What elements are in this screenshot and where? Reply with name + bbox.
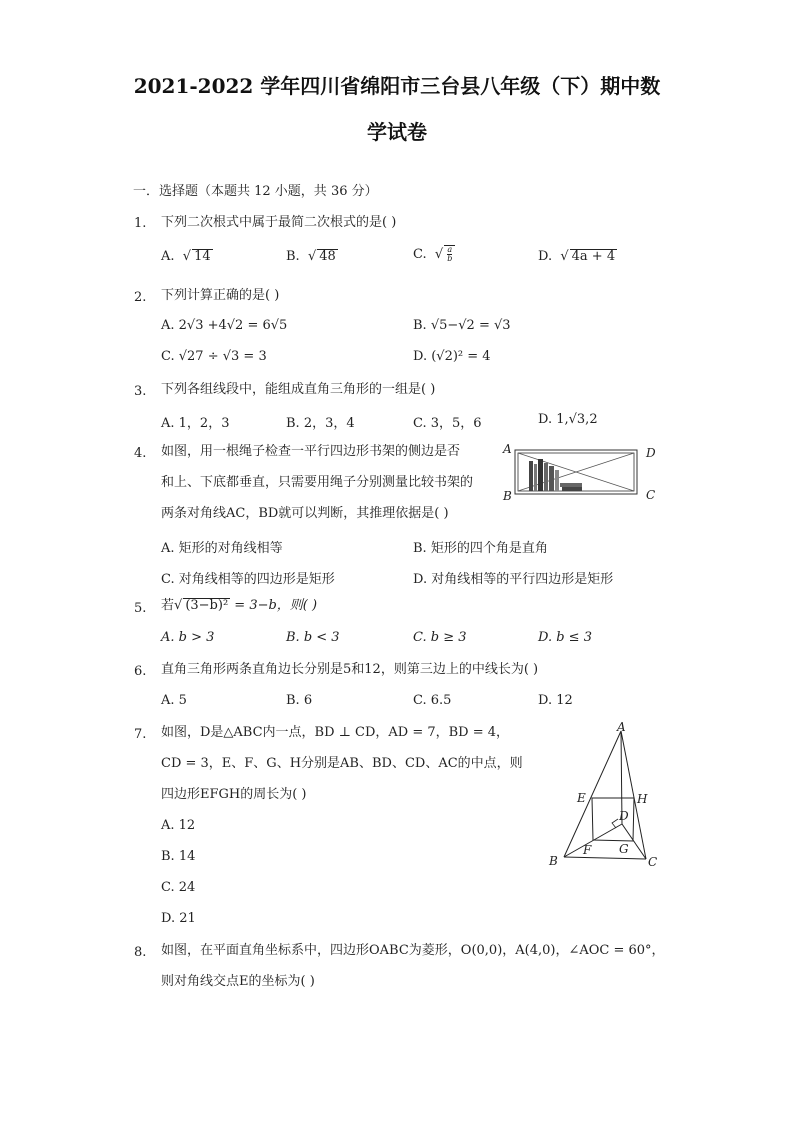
option-c: C. b ≥ 3 [413,630,467,645]
option-d: D. 12 [538,693,573,708]
option-d [538,249,617,264]
radical-sign: √ [178,249,192,264]
section-heading: 一．选择题（本题共 12 小题，共 36 分） [133,184,378,199]
page-title-line2: 学试卷 [367,120,427,144]
page-title-line1: 2021-2022 学年四川省绵阳市三台县八年级（下）期中数 [133,74,661,98]
option-c: C. 对角线相等的四边形是矩形 [161,572,335,587]
question-stem-line: 如图，在平面直角坐标系中，四边形OABC为菱形，O(0,0)，A(4,0)，∠AOC = 60°， [161,943,665,958]
option-a: A. 矩形的对角线相等 [161,541,283,556]
option-c: C. 3，5，6 [413,416,482,431]
bookshelf-figure [500,440,665,506]
label-h: H [637,792,648,806]
option-a [161,249,213,264]
option-b [286,249,338,264]
question-number: 8. [134,945,147,960]
question-stem-line: 则对角线交点E的坐标为( ) [161,974,315,989]
option-b: B. 6 [286,693,313,708]
question-stem-line: CD = 3，E、F、G、H分别是AB、BD、CD、AC的中点，则 [161,756,523,771]
radical-sign: √ [303,249,317,264]
option-c: C. 6.5 [413,693,452,708]
option-b: B. b < 3 [286,630,340,645]
side-bc [564,857,646,859]
stem-suffix: = 3−b，则( ) [230,598,318,613]
label-e: E [577,791,586,805]
option-a: A. b > 3 [161,630,215,645]
question-stem-line: 如图，D是△ABC内一点，BD ⊥ CD，AD = 7，BD = 4， [161,725,510,740]
label-g: G [619,842,629,856]
fraction-denominator: b [447,254,453,263]
option-d: D. 21 [161,911,196,926]
option-d: D. 对角线相等的平行四边形是矩形 [413,572,614,587]
label-c: C [648,855,658,869]
question-stem-line: 两条对角线AC，BD就可以判断，其推理依据是( ) [161,506,449,521]
question-stem [161,597,317,615]
option-b: B. √5−√2 = √3 [413,318,511,333]
option-label: C. [413,247,427,262]
option-d: D. 1,√3,2 [538,412,598,427]
option-c: C. 24 [161,880,196,895]
option-b: B. 2，3，4 [286,416,355,431]
question-stem-line: 四边形EFGH的周长为( ) [161,787,307,802]
option-c: C. √27 ÷ √3 = 3 [161,349,267,364]
question-number: 1. [134,216,147,231]
question-number: 4. [134,446,147,461]
label-f: F [583,843,592,857]
fraction-numerator: a [447,245,453,254]
radical-sign: √ [174,598,183,613]
option-d: D. (√2)² = 4 [413,349,491,364]
option-label: B. [286,249,300,264]
radical-sign: √ [430,247,444,262]
label-b: B [549,854,558,868]
question-number: 5. [134,601,147,616]
label-c: C [646,488,656,502]
question-stem: 下列计算正确的是( ) [161,288,280,303]
question-number: 7. [134,727,147,742]
label-b: B [503,489,512,503]
label-d: D [619,809,629,823]
option-b: B. 14 [161,849,196,864]
radicand: (3−b)² [185,598,229,613]
radicand: 14 [194,249,211,264]
option-a: A. 12 [161,818,196,833]
question-stem: 下列二次根式中属于最简二次根式的是( ) [161,215,397,230]
books-icon [529,459,582,491]
radicand: 4a + 4 [571,249,616,264]
question-stem-line: 和上、下底都垂直，只需要用绳子分别测量比较书架的 [161,475,474,490]
question-number: 6. [134,664,147,679]
option-label: A. [161,249,175,264]
option-a: A. 2√3 +4√2 = 6√5 [161,318,288,333]
label-d: D [646,446,656,460]
question-stem: 直角三角形两条直角边长分别是5和12，则第三边上的中线长为( ) [161,662,539,677]
option-d: D. b ≤ 3 [538,630,592,645]
option-a: A. 5 [161,693,187,708]
option-label: D. [538,249,553,264]
question-stem: 下列各组线段中，能组成直角三角形的一组是( ) [161,382,436,397]
question-number: 2. [134,290,147,305]
radicand: 48 [319,249,336,264]
label-a: A [503,442,512,456]
option-a: A. 1，2，3 [161,416,230,431]
question-number: 3. [134,384,147,399]
label-a: A [617,720,626,734]
option-c [413,245,455,263]
radical-sign: √ [556,249,569,264]
stem-prefix: 若 [161,598,175,613]
option-b: B. 矩形的四个角是直角 [413,541,548,556]
question-stem-line: 如图，用一根绳子检查一平行四边形书架的侧边是否 [161,444,461,459]
radicand [444,245,455,263]
triangle-figure [540,716,670,876]
